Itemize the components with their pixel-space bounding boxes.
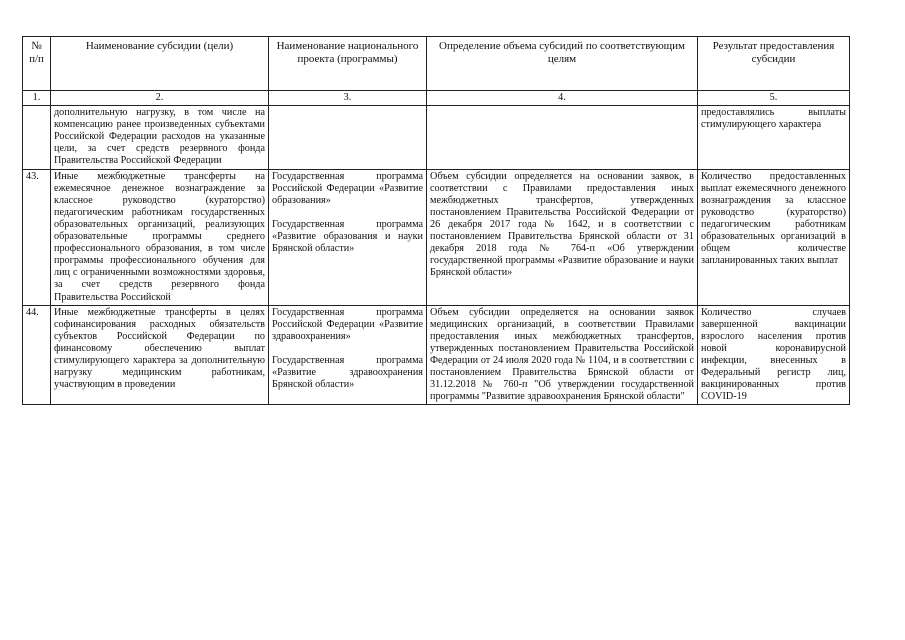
header-national-project: Наименование национального проекта (программы)	[269, 37, 427, 91]
row-number: 44.	[23, 305, 51, 405]
volume-definition	[427, 106, 698, 169]
column-number: 4.	[427, 91, 698, 106]
column-number: 1.	[23, 91, 51, 106]
column-number: 3.	[269, 91, 427, 106]
volume-definition: Объем субсидии определяется на основании заявок, в соответствии с Правилами предоставления иных межбюджетных трансфертов, утвержденных постановлением Правительства Российской Федерации от 26 декабря 2017 года № 1642, и в соответствии с постановлением Правительства Брянской области от 31 декабря 2018 года № 764-п «Об утверждении государственной программы «Развитие образование и науки Брянской области»	[427, 169, 698, 305]
program-federal: Государственная программа Российской Федерации «Развитие образования»	[272, 170, 423, 206]
table-row	[23, 169, 850, 305]
table-row	[23, 106, 850, 169]
result: предоставлялись выплаты стимулирующего характера	[698, 106, 850, 169]
column-number: 2.	[51, 91, 269, 106]
result: Количество случаев завершенной вакцинации взрослого населения против новой коронавирусной инфекции, внесенных в Федеральный регистр лиц, вакцинированных против COVID-19	[698, 305, 850, 405]
subsidy-name: Иные межбюджетные трансферты на ежемесячное денежное вознаграждение за классное руководство (кураторство) педагогическим работникам государственных образовательных организаций, реализующих образовательные программы среднего профессионального образования, в том числе программы профессионального обучения для лиц с ограниченными возможностями здоровья, за счет средств резервного фонда Правительства Российской	[51, 169, 269, 305]
table-row	[23, 305, 850, 405]
column-number-row	[23, 91, 850, 106]
program-cell	[269, 106, 427, 169]
header-result: Результат предоставления субсидии	[698, 37, 850, 91]
subsidy-name: Иные межбюджетные трансферты в целях софинансирования расходных обязательств субъектов Российской Федерации по финансовому обеспечению выплат стимулирующего характера за дополнительную нагрузку медицинским работникам, участвующим в проведении	[51, 305, 269, 405]
program-regional: Государственная программа «Развитие здравоохранения Брянской области»	[272, 354, 423, 391]
header-volume-definition: Определение объема субсидий по соответствующим целям	[427, 37, 698, 91]
program-regional: Государственная программа «Развитие образования и науки Брянской области»	[272, 218, 423, 255]
header-number: № п/п	[23, 37, 51, 91]
program-cell	[269, 305, 427, 405]
subsidy-name: дополнительную нагрузку, в том числе на компенсацию ранее произведенных субъектами Российской Федерации расходов на указанные цели, за счет средств резервного фонда Правительства Российской Федерации	[51, 106, 269, 169]
table-header-row	[23, 37, 850, 91]
program-cell	[269, 169, 427, 305]
result: Количество предоставленных выплат ежемесячного денежного вознаграждения за классное руководство (кураторство) педагогическим работникам образовательных организаций в общем количестве запланированных таких выплат	[698, 169, 850, 305]
program-federal: Государственная программа Российской Федерации «Развитие здравоохранения»	[272, 306, 423, 342]
subsidy-table	[22, 36, 850, 405]
column-number: 5.	[698, 91, 850, 106]
volume-definition: Объем субсидии определяется на основании заявок медицинских организаций, в соответствии Правилами предоставления иных межбюджетных трансфертов, утвержденных постановлением Правительства Российской Федерации от 24 июля 2020 года № 1104, и в соответствии с постановлением Правительства Брянской области от 31.12.2018 № 760-п "Об утверждении государственной программы "Развитие здравоохранения Брянской области"	[427, 305, 698, 405]
row-number: 43.	[23, 169, 51, 305]
row-number	[23, 106, 51, 169]
header-subsidy-name: Наименование субсидии (цели)	[51, 37, 269, 91]
